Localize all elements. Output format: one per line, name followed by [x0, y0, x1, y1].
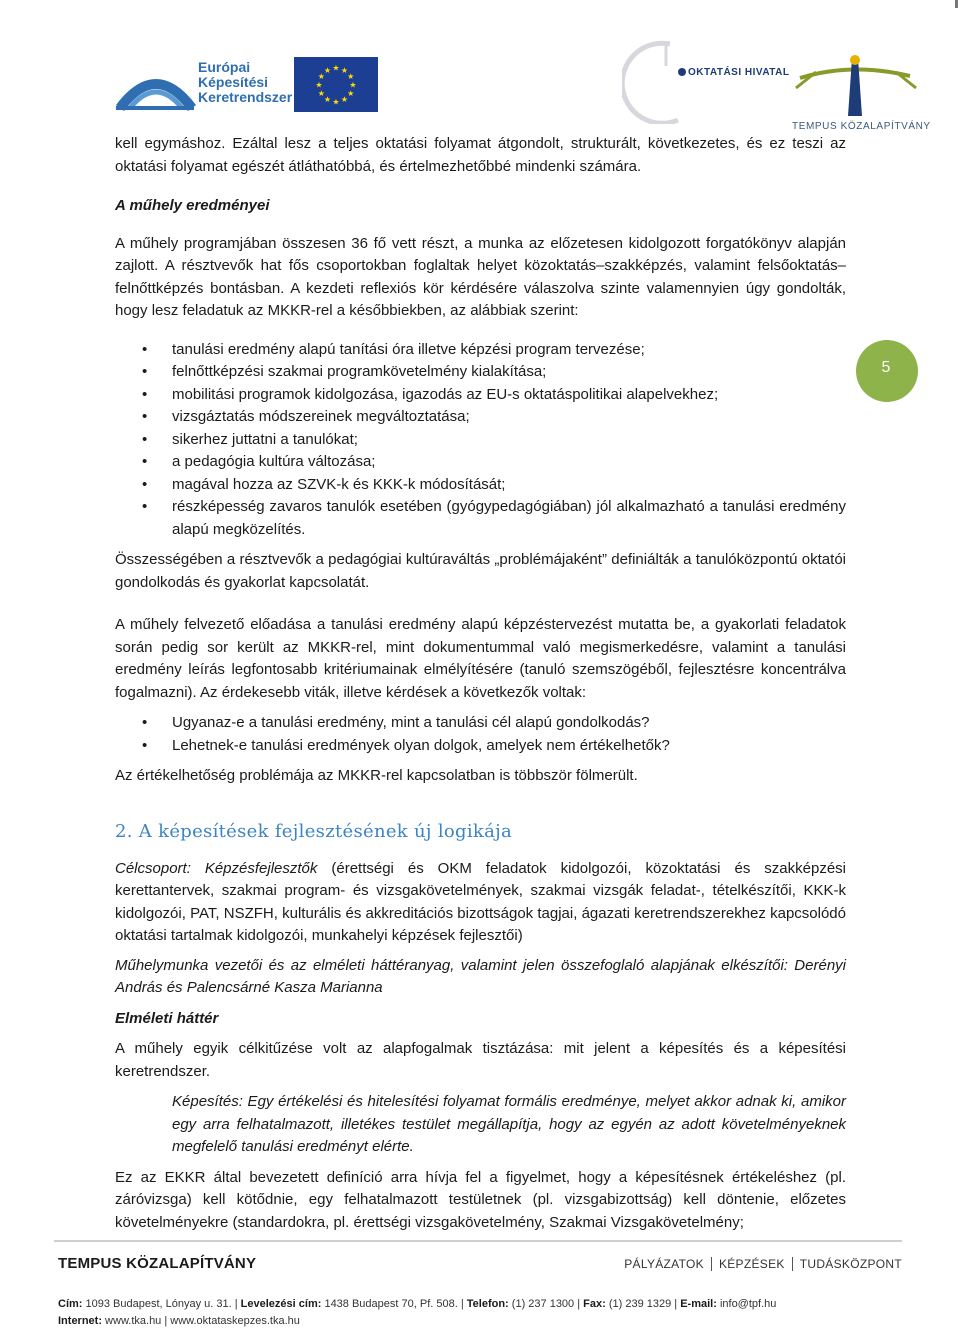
ekkr-logo-line-3: Keretrendszer — [198, 89, 293, 105]
footer-nav-separator — [711, 1257, 712, 1271]
eu-star-icon: ★ — [349, 80, 357, 90]
paragraph-authors: Műhelymunka vezetői és az elméleti háttéranyag, valamint jelen összefoglaló alapjának elkészítői: Derényi András és Palencsárné Kasza Marianna — [115, 956, 846, 996]
list-item: • Lehetnek-e tanulási eredmények olyan dolgok, amelyek nem értékelhetők? — [115, 735, 846, 758]
ekkr-logo-text — [198, 60, 292, 105]
ekkr-logo — [116, 56, 378, 114]
paragraph-summary: Összességében a résztvevők a pedagógiai kultúraváltás „problémájaként” definiálták a tanulóközpontú oktatói gondolkodás és gyakorlat kapcsolatát. — [115, 551, 846, 591]
paragraph-intro: kell egymáshoz. Ezáltal lesz a teljes oktatási folyamat átgondolt, strukturált, következetes, és ez teszi az oktatási folyamat egészét átláthatóbbá, és értelmezhetőbbé mindenki számára. — [115, 135, 846, 175]
footer-nav-separator — [792, 1257, 793, 1271]
footer-contact-line-2 — [58, 1313, 776, 1330]
section-heading-results: A műhely eredményei — [115, 197, 270, 214]
postal-value: 1438 Budapest 70, Pf. 508. — [321, 1298, 458, 1310]
section-heading-theory: Elméleti háttér — [115, 1009, 219, 1027]
eu-star-icon: ★ — [340, 65, 349, 75]
footer-nav-pályázatok[interactable]: PÁLYÁZATOK — [624, 1257, 704, 1271]
eu-star-icon: ★ — [315, 80, 323, 90]
footer-divider — [54, 1240, 902, 1242]
page-number-badge: 5 — [856, 340, 918, 402]
paragraph-presentation: A műhely felvezető előadása a tanulási eredmény alapú képzéstervezést mutatta be, a gyakorlati feladatok során pedig sor került az MKKR-rel, mint dokumentummal való megismerkedésre, valamint a tanulási eredmény leírás legfontosabb kritériumainak elmélyítésére (tanuló szemszögéből, fejlesztésre koncentrálva fogalmazni). Az érdekesebb viták, illetve kérdések a következők voltak: — [115, 616, 846, 701]
tempus-logo — [792, 52, 931, 136]
phone-label: Telefon: — [466, 1298, 509, 1310]
paragraph-participants — [115, 233, 846, 323]
heading-section-2: 2. A képesítések fejlesztésének új logikája — [115, 820, 513, 842]
footer-organization: TEMPUS KÖZALAPÍTVÁNY — [58, 1255, 257, 1272]
corner-mark — [955, 0, 958, 8]
oktatasi-hivatal-logo — [622, 36, 792, 124]
oh-arc-icon — [622, 36, 792, 124]
phone-value: (1) 237 1300 — [508, 1298, 575, 1310]
eu-star-icon: ★ — [347, 72, 355, 81]
eu-star-icon: ★ — [340, 95, 349, 105]
eu-star-icon: ★ — [323, 95, 332, 105]
address-label: Cím: — [58, 1298, 83, 1310]
oh-logo-text: OKTATÁSI HIVATAL — [688, 67, 790, 78]
list-item: • részképesség zavaros tanulók esetében (gyógypedagógiában) jól alkalmazható a tanulási eredmény alapú megközelítés. — [115, 496, 846, 541]
list-item: • felnőttképzési szakmai programkövetelmény kialakítása; — [115, 361, 846, 384]
target-group-text: (érettségi és OKM feladatok kidolgozói, közoktatási és szakképzési kerettantervek, szakmai program- és vizsgakövetelmények, szakmai vizsgák feladat-, tételkészítői, KKK-k kidolgozói, PAT, NSZFH, kulturális és akkreditációs bizottságok tagjai, ágazati keretrendszerekhez kapcsolódó oktatási tartalmak kidolgozói, munkahelyi képzések fejlesztői) — [115, 859, 846, 944]
tempus-torch-icon — [792, 52, 922, 122]
address-value: 1093 Budapest, Lónyay u. 31. — [82, 1298, 232, 1310]
eu-flag-icon — [294, 57, 378, 112]
target-group-label: Célcsoport: Képzésfejlesztők — [115, 859, 318, 877]
fax-label: Fax: — [583, 1298, 606, 1310]
paragraph-assessability: Az értékelhetőség problémája az MKKR-rel kapcsolatban is többször fölmerült. — [115, 767, 638, 784]
fax-value: (1) 239 1329 — [605, 1298, 672, 1310]
eu-star-icon: ★ — [332, 97, 340, 107]
internet-label: Internet: — [58, 1315, 102, 1327]
list-item: • tanulási eredmény alapú tanítási óra illetve képzési program tervezése; — [115, 339, 846, 362]
email-label: E-mail: — [680, 1298, 717, 1310]
ekkr-bridge-icon — [116, 56, 196, 112]
paragraph-target-group — [115, 858, 846, 948]
email-value[interactable]: info@tpf.hu — [716, 1298, 777, 1310]
footer-nav-képzések[interactable]: KÉPZÉSEK — [718, 1257, 785, 1271]
paragraph-participants-a: A műhely programjában összesen 36 fő vett részt, a munka az előzetesen kidolgozott forgatókönyv alapján zajlott. — [115, 234, 846, 274]
bullet-list-tasks — [115, 339, 846, 542]
list-item: • a pedagógia kultúra változása; — [115, 451, 846, 474]
footer-contact — [58, 1296, 776, 1330]
eu-star-icon: ★ — [323, 65, 332, 75]
internet-value[interactable]: www.tka.hu | www.oktataskepzes.tka.hu — [102, 1315, 300, 1327]
footer-nav-tudásközpont[interactable]: TUDÁSKÖZPONT — [799, 1257, 902, 1271]
postal-label: Levelezési cím: — [240, 1298, 322, 1310]
eu-star-icon: ★ — [332, 63, 340, 73]
footer-nav — [624, 1257, 902, 1271]
list-item: • mobilitási programok kidolgozása, igazodás az EU-s oktatáspolitikai alapelvekhez; — [115, 384, 846, 407]
eu-star-icon: ★ — [347, 89, 355, 98]
bullet-list-questions — [115, 712, 846, 757]
paragraph-participants-b: A résztvevők hat fős csoportokban foglaltak helyet közoktatás–szakképzés, valamint felsőoktatás–felnőttképzés bontásban. A kezdeti reflexiós kör kérdésére válaszolva szinte valamennyien úgy gondolták, hogy lesz feladatuk az MKKR-rel a későbbiekben, az alábbiak szerint: — [115, 257, 846, 319]
quote-definition: Képesítés: Egy értékelési és hitelesítési folyamat formális eredménye, melyet akkor adnak ki, amikor egy arra felhatalmazott, illetékes testület megállapítja, hogy az egyén az adott követelményeknek megfelelő tanulási eredményt elérte. — [172, 1093, 846, 1155]
list-item: • vizsgáztatás módszereinek megváltoztatása; — [115, 406, 846, 429]
list-item: • sikerhez juttatni a tanulókat; — [115, 429, 846, 452]
document-body — [115, 133, 846, 1234]
ekkr-logo-line-1: Európai — [198, 59, 251, 75]
paragraph-aim: A műhely egyik célkitűzése volt az alapfogalmak tisztázása: mit jelent a képesítés és a képesítési keretrendszer. — [115, 1040, 846, 1080]
eu-star-icon: ★ — [317, 72, 325, 81]
ekkr-logo-line-2: Képesítési — [198, 74, 269, 90]
list-item: • magával hozza az SZVK-k és KKK-k módosítását; — [115, 474, 846, 497]
footer-contact-line-1: Cím: 1093 Budapest, Lónyay u. 31. | Levelezési cím: 1438 Budapest 70, Pf. 508. | Telefon: (1) 237 1300 | Fax: (1) 239 1329 | E-mail: info@tpf.hu — [58, 1298, 777, 1310]
eu-star-icon: ★ — [317, 89, 325, 98]
tempus-logo-text: TEMPUS KÖZALAPÍTVÁNY — [792, 121, 931, 132]
list-item: • Ugyanaz-e a tanulási eredmény, mint a tanulási cél alapú gondolkodás? — [115, 712, 846, 735]
paragraph-ekkr-definition: Ez az EKKR által bevezetett definíció arra hívja fel a figyelmet, hogy a képesítésnek értékeléshez (pl. záróvizsga) kell kötődnie, egy felhatalmazott testületnek (pl. vizsgabizottság) kell döntenie, előzetes követelményekre (standardokra, pl. érettségi vizsgakövetelmény, Szakmai Vizsgakövetelmény; — [115, 1168, 846, 1231]
